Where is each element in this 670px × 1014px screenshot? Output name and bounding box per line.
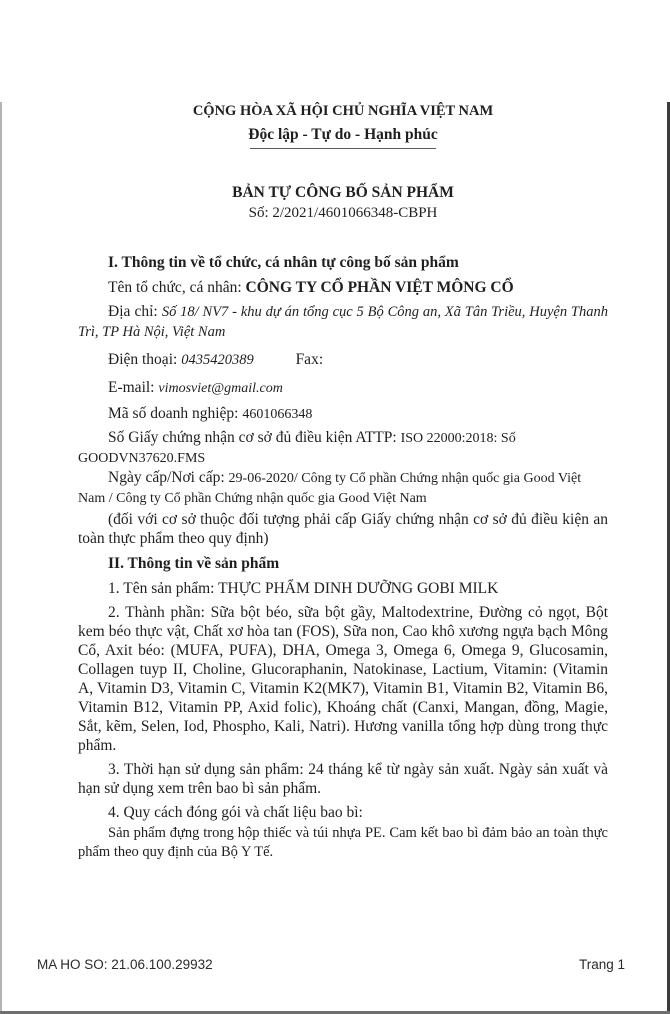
national-title: CỘNG HÒA XÃ HỘI CHỦ NGHĨA VIỆT NAM xyxy=(192,103,494,119)
attp-value: ISO 22000:2018: Số GOODVN37620.FMS xyxy=(78,431,516,466)
address-line xyxy=(78,302,608,342)
page-number: Trang 1 xyxy=(578,957,625,972)
product-name-line xyxy=(78,579,608,598)
phone-label: Điện thoại: xyxy=(108,351,178,368)
email-line xyxy=(78,378,608,398)
file-code: MA HO SO: 21.06.100.29932 xyxy=(37,957,213,972)
section2-heading: II. Thông tin về sản phẩm xyxy=(108,555,280,572)
ingredients-paragraph: 2. Thành phần: Sữa bột béo, sữa bột gầy, Maltodextrine, Đường cỏ ngọt, Bột kem béo thực vật, Chất xơ hòa tan (FOS), Sữa non, Cao khô xương ngựa bạch Mông Cổ, Axit béo: (MUFA, PUFA), DHA, Omega 3, Omega 6, Omega 9, Glucosamin, Collagen tuyp II, Choline, Glucoraphanin, Natokinase, Lactium, Vitamin: (Vitamin A, Vitamin D3, Vitamin C, Vitamin K2(MK7), Vitamin B1, Vitamin B2, Vitamin B6, Vitamin B12, Vitamin PP, Axid folic), Khoáng chất (Canxi, Mangan, đồng, Magie, Sắt, kẽm, Selen, Iod, Phospho, Kali, Natri). Hương vanilla tổng hợp dùng trong thực phẩm. xyxy=(78,604,608,754)
attp-label: Số Giấy chứng nhận cơ sở đủ điều kiện ATTP: xyxy=(108,429,397,446)
address-value: Số 18/ NV7 - khu dự án tổng cục 5 Bộ Công an, Xã Tân Triều, Huyện Thanh Trì, TP Hà Nội, Việt Nam xyxy=(78,304,609,340)
national-motto: Độc lập - Tự do - Hạnh phúc xyxy=(248,126,438,143)
product-name-label: 1. Tên sản phẩm: xyxy=(108,580,215,597)
shelf-life-paragraph: 3. Thời hạn sử dụng sản phẩm: 24 tháng kể từ ngày sản xuất. Ngày sản xuất và hạn sử dụng xem trên bao bì sản phẩm. xyxy=(78,761,608,797)
section1-heading: I. Thông tin về tổ chức, cá nhân tự công bố sản phẩm xyxy=(108,254,459,271)
packaging-body: Sản phẩm đựng trong hộp thiếc và túi nhựa PE. Cam kết bao bì đảm bảo an toàn thực phẩm theo quy định của Bộ Y Tế. xyxy=(78,825,608,860)
org-value: CÔNG TY CỔ PHẦN VIỆT MÔNG CỔ xyxy=(245,279,514,296)
issue-line xyxy=(78,468,608,508)
attp-note: (đối với cơ sở thuộc đối tượng phải cấp Giấy chứng nhận cơ sở đủ điều kiện an toàn thực phẩm theo quy định) xyxy=(78,511,608,547)
issue-label: Ngày cấp/Nơi cấp: xyxy=(108,469,225,486)
document-title: BẢN TỰ CÔNG BỐ SẢN PHẨM xyxy=(232,184,454,201)
org-label: Tên tổ chức, cá nhân: xyxy=(108,279,242,296)
email-label: E-mail: xyxy=(108,379,155,396)
phone-value: 0435420389 xyxy=(181,352,254,368)
business-code-line xyxy=(78,404,608,424)
email-value: vimosviet@gmail.com xyxy=(158,381,283,396)
org-line xyxy=(78,278,608,297)
page-left-edge xyxy=(0,102,2,1014)
business-code-label: Mã số doanh nghiệp: xyxy=(108,405,239,422)
product-name-value: THỰC PHẨM DINH DƯỠNG GOBI MILK xyxy=(218,580,499,597)
attp-line xyxy=(78,428,608,468)
packaging-heading: 4. Quy cách đóng gói và chất liệu bao bì: xyxy=(108,804,363,821)
document-page xyxy=(0,102,670,862)
fax-label: Fax: xyxy=(295,351,324,368)
issue-value: 29-06-2020/ Công ty Cổ phần Chứng nhận quốc gia Good Việt Nam / Công ty Cổ phần Chứng nhận quốc gia Good Việt Nam xyxy=(78,471,582,506)
business-code-value: 4601066348 xyxy=(242,407,313,422)
motto-divider xyxy=(250,148,436,149)
phone-line xyxy=(78,350,608,370)
address-label: Địa chỉ: xyxy=(108,303,158,320)
document-number: Số: 2/2021/4601066348-CBPH xyxy=(248,205,438,221)
page-footer xyxy=(0,957,670,972)
